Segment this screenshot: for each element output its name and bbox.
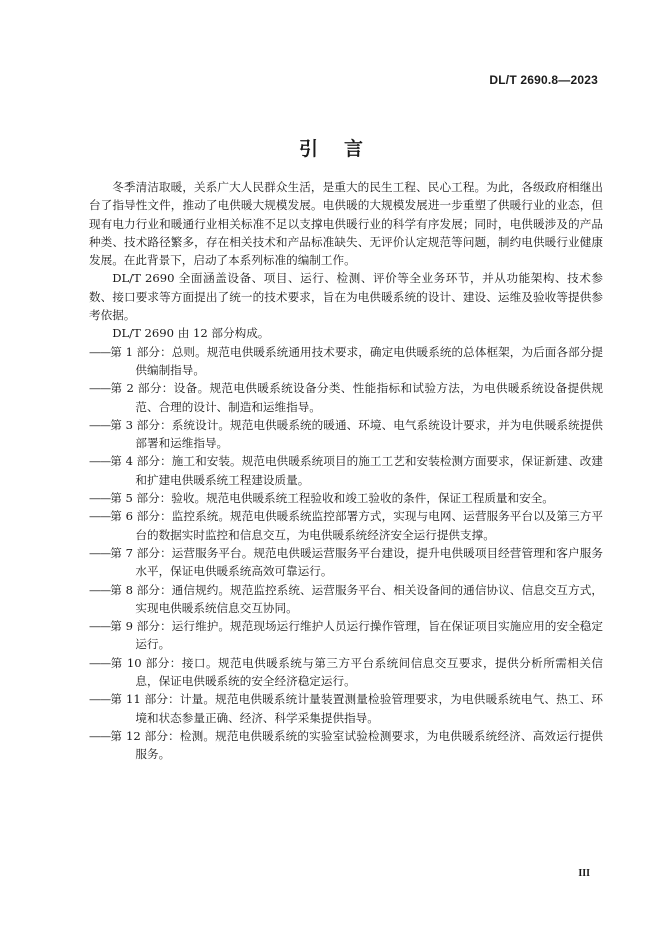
list-item-part-2	[89, 379, 603, 416]
list-item-text: 第 7 部分：运营服务平台。规范电供暖运营服务平台建设，提升电供暖项目经营管理和客户服务水平，保证电供暖系统高效可靠运行。	[110, 545, 603, 579]
list-dash: ——	[89, 344, 111, 359]
list-item-text: 第 2 部分：设备。规范电供暖系统设备分类、性能指标和试验方法，为电供暖系统设备提供规范、合理的设计、制造和运维指导。	[110, 381, 603, 414]
list-item-part-6	[89, 507, 603, 544]
list-dash: ——	[89, 619, 111, 634]
body-text	[89, 178, 603, 764]
list-item-text: 第 8 部分：通信规约。规范监控系统、运营服务平台、相关设备间的通信协议、信息交互方式，实现电供暖系统信息交互协同。	[110, 582, 603, 615]
list-dash: ——	[89, 509, 111, 524]
list-item-part-3	[89, 416, 603, 453]
document-code: DL/T 2690.8—2023	[489, 73, 598, 87]
list-item-text: 第 4 部分：施工和安装。规范电供暖系统项目的施工工艺和安装检测方面要求，保证新建、改建和扩建电供暖系统工程建设质量。	[110, 454, 603, 487]
list-dash: ——	[89, 655, 111, 670]
paragraph-scope: DL/T 2690 全面涵盖设备、项目、运行、检测、评价等全业务环节，并从功能架构、技术参数、接口要求等方面提出了统一的技术要求，旨在为电供暖系统的设计、建设、运维及验收等提供参考依据。	[89, 271, 603, 323]
list-item-text: 第 1 部分：总则。规范电供暖系统通用技术要求，确定电供暖系统的总体框架，为后面各部分提供编制指导。	[110, 344, 603, 377]
list-item-text: 第 12 部分：检测。规范电供暖系统的实验室试验检测要求，为电供暖系统经济、高效运行提供服务。	[110, 728, 603, 762]
list-item-text: 第 11 部分：计量。规范电供暖系统计量装置测量检验管理要求，为电供暖系统电气、热工、环境和状态参量正确、经济、科学采集提供指导。	[110, 692, 603, 725]
paragraph-structure: DL/T 2690 由 12 部分构成。	[112, 326, 270, 341]
list-dash: ——	[89, 491, 111, 506]
list-item-part-12	[89, 727, 603, 764]
list-dash: ——	[89, 728, 111, 743]
list-item-text: 第 3 部分：系统设计。规范电供暖系统的暖通、环境、电气系统设计要求，并为电供暖系统提供部署和运维指导。	[110, 417, 603, 451]
list-dash: ——	[89, 454, 111, 469]
list-item-part-4	[89, 452, 603, 489]
list-item-text: 第 9 部分：运行维护。规范现场运行维护人员运行操作管理，旨在保证项目实施应用的安全稳定运行。	[110, 619, 603, 652]
list-item-text: 第 6 部分：监控系统。规范电供暖系统监控部署方式，实现与电网、运营服务平台以及第三方平台的数据实时监控和信息交互，为电供暖系统经济安全运行提供支撑。	[110, 509, 603, 542]
list-dash: ——	[89, 545, 111, 560]
list-item-part-10	[89, 654, 603, 691]
list-item-part-9	[89, 617, 603, 654]
list-dash: ——	[89, 692, 111, 707]
list-item-text: 第 10 部分：接口。规范电供暖系统与第三方平台系统间信息交互要求，提供分析所需相关信息，保证电供暖系统的安全经济稳定运行。	[110, 655, 603, 689]
section-title: 引言	[298, 138, 389, 160]
list-item-part-1	[89, 343, 603, 380]
list-dash: ——	[89, 381, 111, 396]
list-item-text: 第 5 部分：验收。规范电供暖系统工程验收和竣工验收的条件，保证工程质量和安全。	[110, 491, 554, 506]
list-dash: ——	[89, 582, 111, 597]
list-item-part-11	[89, 690, 603, 727]
list-item-part-7	[89, 544, 603, 581]
list-dash: ——	[89, 417, 111, 432]
list-item-part-8	[89, 581, 603, 618]
page-number: III	[578, 868, 590, 879]
list-item-part-5	[89, 489, 603, 507]
paragraph-background: 冬季清洁取暖，关系广大人民群众生活，是重大的民生工程、民心工程。为此，各级政府相继出台了指导性文件，推动了电供暖大规模发展。电供暖的大规模发展进一步重塑了供暖行业的业态，但现有电力行业和暖通行业相关标准不足以支撑电供暖行业的科学有序发展；同时，电供暖涉及的产品种类、技术路径繁多，存在相关技术和产品标准缺失、无评价认定规范等问题，制约电供暖行业健康发展。在此背景下，启动了本系列标准的编制工作。	[89, 180, 603, 268]
